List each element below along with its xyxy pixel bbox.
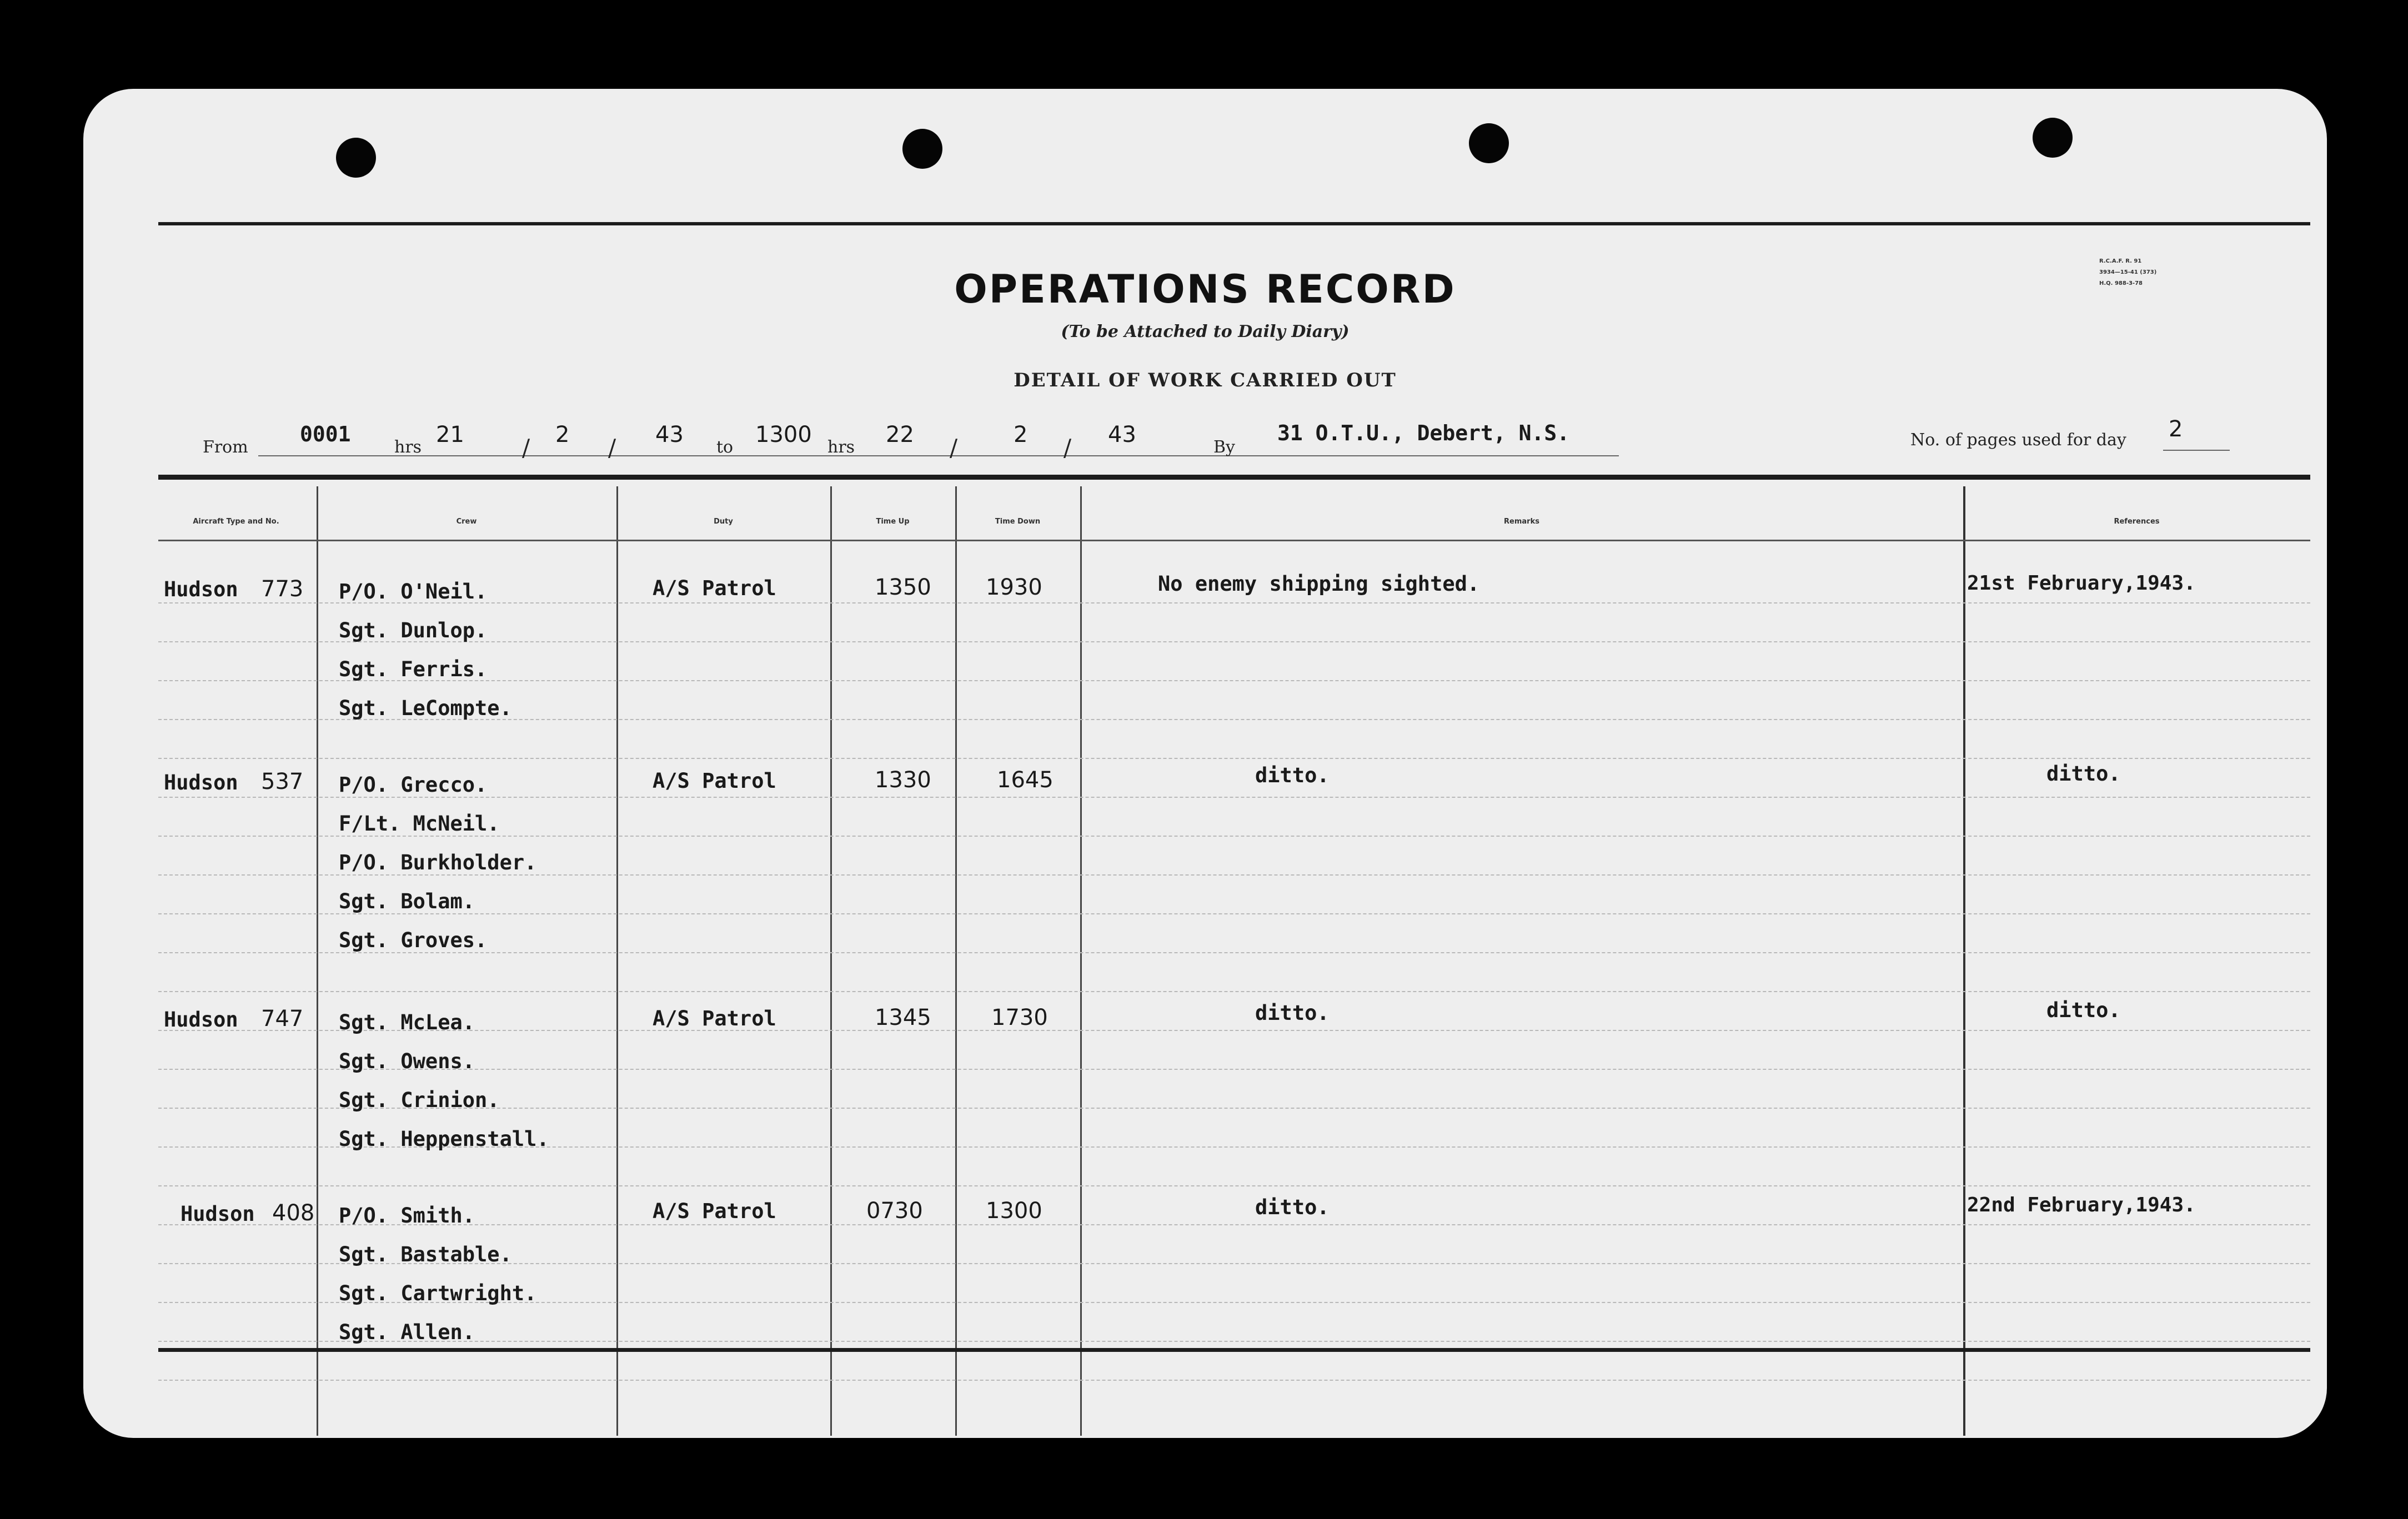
crew-member: F/Lt. McNeil. <box>339 812 500 836</box>
to-label: to <box>716 437 734 457</box>
form-code: 3934—15-41 (373) <box>2099 269 2157 275</box>
crew-member: Sgt. Crinion. <box>339 1088 500 1112</box>
form-code: R.C.A.F. R. 91 <box>2099 258 2142 264</box>
reference: 22nd February,1943. <box>1967 1194 2196 1216</box>
remarks: No enemy shipping sighted. <box>1158 572 1480 596</box>
duty: A/S Patrol <box>653 769 776 793</box>
time-down: 1730 <box>991 1005 1048 1030</box>
header-duty: Duty <box>714 517 733 526</box>
col-divider <box>1080 486 1082 1436</box>
ruled-line <box>158 758 2310 760</box>
table-top-rule <box>158 475 2310 480</box>
crew-member: P/O. Smith. <box>339 1204 475 1228</box>
ruled-line <box>158 991 2310 993</box>
time-up: 1350 <box>875 575 931 600</box>
time-up: 1330 <box>875 767 931 793</box>
punch-hole <box>1469 123 1509 163</box>
time-down: 1645 <box>997 767 1054 793</box>
slash: / <box>608 434 616 461</box>
to-day: 22 <box>886 422 914 447</box>
aircraft-type: Hudson <box>164 1008 238 1032</box>
header-references: References <box>2114 517 2160 526</box>
crew-member: Sgt. Owens. <box>339 1049 475 1073</box>
hrs-label: hrs <box>827 437 855 457</box>
pages-count: 2 <box>2169 416 2183 442</box>
crew-member: Sgt. Ferris. <box>339 657 488 681</box>
reference: ditto. <box>2046 762 2121 786</box>
form-detail: DETAIL OF WORK CARRIED OUT <box>1014 369 1397 391</box>
crew-member: Sgt. LeCompte. <box>339 696 512 720</box>
reference: 21st February,1943. <box>1967 572 2196 595</box>
crew-member: Sgt. Heppenstall. <box>339 1127 549 1151</box>
crew-member: Sgt. Dunlop. <box>339 618 488 642</box>
col-divider <box>955 486 957 1436</box>
ruled-line <box>158 797 2310 799</box>
reference: ditto. <box>2046 998 2121 1022</box>
hrs-label: hrs <box>394 437 422 457</box>
slash: / <box>522 434 530 461</box>
header-remarks: Remarks <box>1504 517 1539 526</box>
fill-rule <box>2163 450 2230 451</box>
form-title: OPERATIONS RECORD <box>954 266 1456 312</box>
ruled-line <box>158 1185 2310 1188</box>
remarks: ditto. <box>1255 1195 1330 1219</box>
by-label: By <box>1213 437 1235 457</box>
ruled-line <box>158 913 2310 916</box>
crew-member: Sgt. Groves. <box>339 928 488 952</box>
aircraft-type: Hudson <box>164 771 238 794</box>
crew-member: Sgt. Cartwright. <box>339 1281 537 1305</box>
aircraft-number: 747 <box>261 1006 304 1032</box>
time-up: 0730 <box>866 1198 923 1224</box>
aircraft-type: Hudson <box>180 1202 255 1226</box>
table-bottom-rule <box>158 1348 2310 1352</box>
record-card <box>83 89 2327 1438</box>
punch-hole <box>2033 118 2073 158</box>
header-crew: Crew <box>456 517 477 526</box>
crew-member: Sgt. McLea. <box>339 1010 475 1034</box>
time-down: 1300 <box>986 1198 1042 1224</box>
crew-member: P/O. O'Neil. <box>339 580 488 603</box>
aircraft-number: 773 <box>261 576 304 602</box>
fill-rule <box>258 455 1619 456</box>
by-unit: 31 O.T.U., Debert, N.S. <box>1277 421 1570 445</box>
crew-member: Sgt. Bastable. <box>339 1243 512 1266</box>
from-hrs: 0001 <box>300 422 351 446</box>
crew-member: P/O. Grecco. <box>339 773 488 797</box>
pages-label: No. of pages used for day <box>1910 430 2126 450</box>
duty: A/S Patrol <box>653 1007 776 1030</box>
ruled-line <box>158 1341 2310 1343</box>
from-label: From <box>203 437 248 457</box>
time-up: 1345 <box>875 1005 931 1030</box>
to-month: 2 <box>1014 422 1028 447</box>
form-code: H.Q. 988-3-78 <box>2099 280 2143 286</box>
ruled-line <box>158 1069 2310 1071</box>
punch-hole <box>902 129 942 169</box>
ruled-line <box>158 836 2310 838</box>
duty: A/S Patrol <box>653 1199 776 1223</box>
col-divider <box>616 486 618 1436</box>
remarks: ditto. <box>1255 1001 1330 1025</box>
slash: / <box>1063 434 1072 461</box>
header-aircraft: Aircraft Type and No. <box>193 517 279 526</box>
aircraft-number: 537 <box>261 769 304 794</box>
remarks: ditto. <box>1255 763 1330 787</box>
header-rule <box>158 540 2310 541</box>
col-divider <box>317 486 318 1436</box>
punch-hole <box>336 138 376 178</box>
to-year: 43 <box>1108 422 1136 447</box>
col-divider <box>1963 486 1965 1436</box>
ruled-line <box>158 874 2310 877</box>
crew-member: P/O. Burkholder. <box>339 851 537 874</box>
slash: / <box>950 434 958 461</box>
top-rule <box>158 222 2310 225</box>
header-time-up: Time Up <box>876 517 910 526</box>
ruled-line <box>158 1380 2310 1382</box>
col-divider <box>830 486 832 1436</box>
crew-member: Sgt. Allen. <box>339 1320 475 1344</box>
aircraft-type: Hudson <box>164 577 238 601</box>
time-down: 1930 <box>986 575 1042 600</box>
header-time-down: Time Down <box>995 517 1041 526</box>
ruled-line <box>158 952 2310 954</box>
from-day: 21 <box>436 422 464 447</box>
ruled-line <box>158 1030 2310 1032</box>
from-year: 43 <box>655 422 684 447</box>
aircraft-number: 408 <box>272 1200 315 1226</box>
from-month: 2 <box>555 422 570 447</box>
duty: A/S Patrol <box>653 576 776 600</box>
form-subtitle: (To be Attached to Daily Diary) <box>1061 322 1350 341</box>
to-hrs: 1300 <box>755 422 812 447</box>
crew-member: Sgt. Bolam. <box>339 889 475 913</box>
ruled-line <box>158 1224 2310 1226</box>
